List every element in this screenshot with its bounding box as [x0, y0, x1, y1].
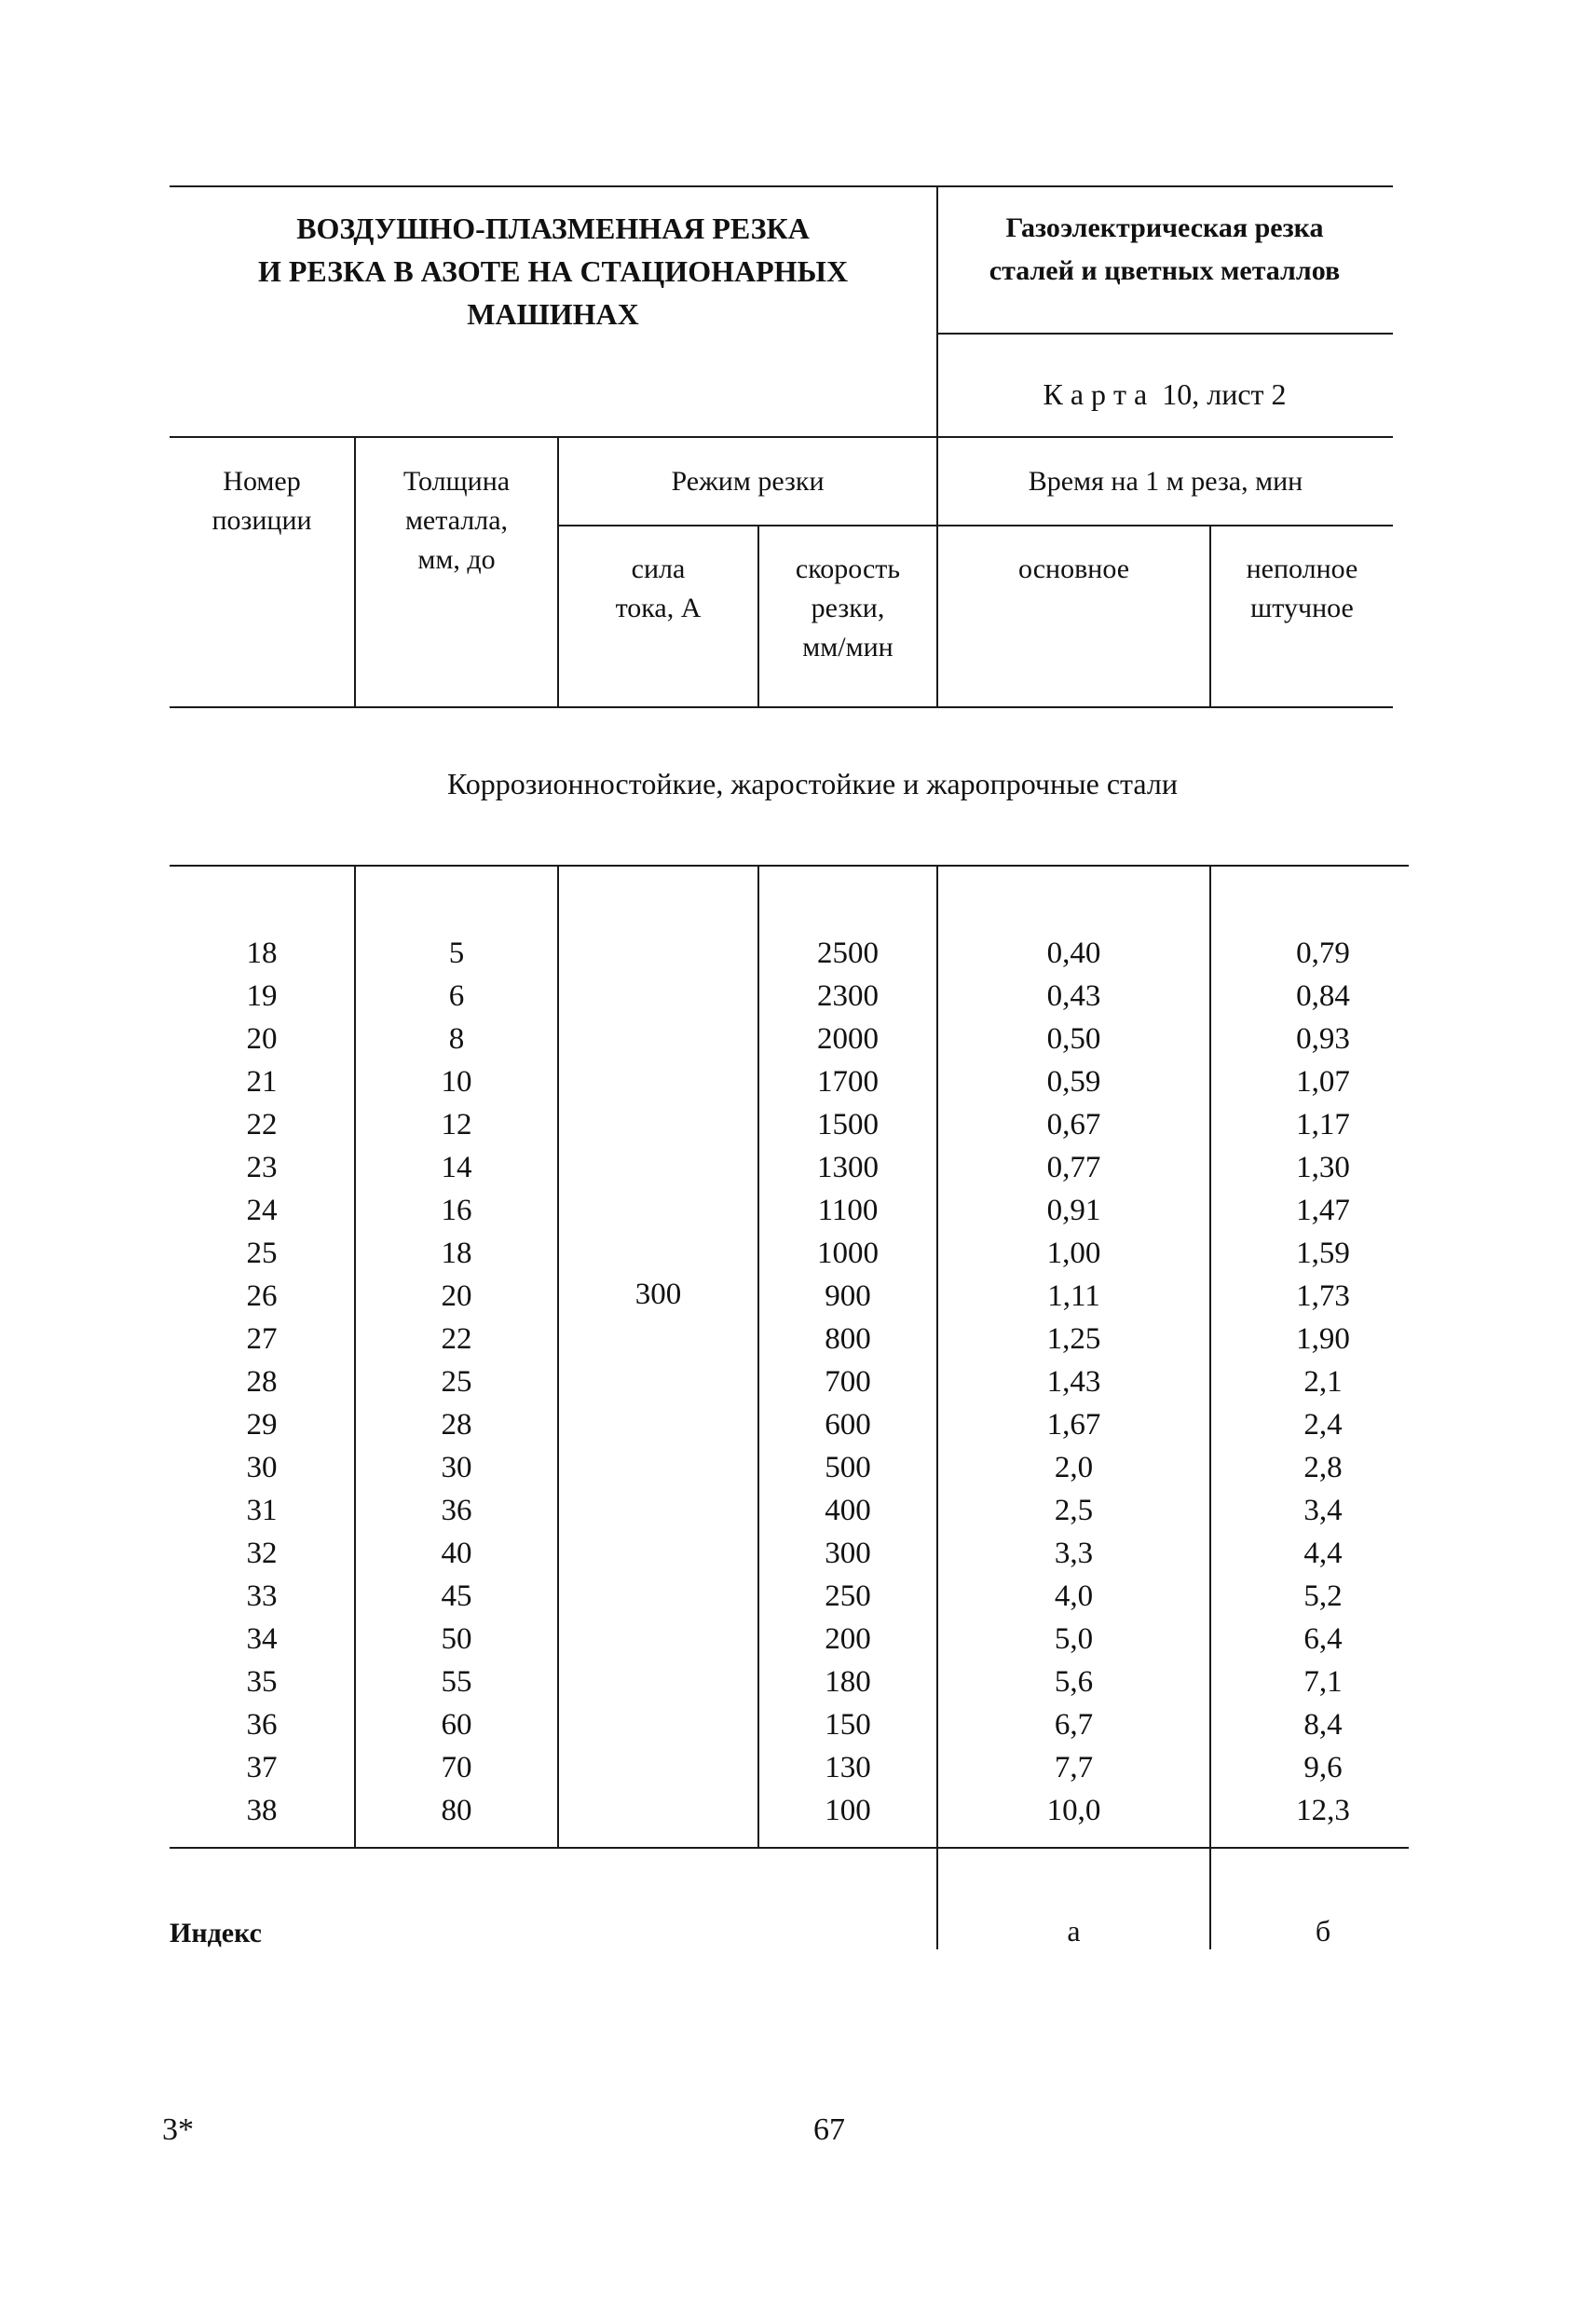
cell-basic: 2,5	[1054, 1494, 1094, 1527]
cell-speed: 900	[825, 1279, 871, 1313]
cell-pos: 24	[246, 1194, 278, 1227]
col-speed-line-1: скорость	[795, 554, 901, 584]
cell-piece: 1,07	[1296, 1065, 1350, 1099]
cell-speed: 100	[825, 1794, 871, 1827]
cell-speed: 700	[825, 1365, 871, 1399]
title-line-3: МАШИНАХ	[467, 297, 639, 331]
cell-speed: 250	[825, 1579, 871, 1613]
cell-pos: 35	[246, 1665, 278, 1699]
cell-piece: 1,73	[1296, 1279, 1350, 1313]
cell-thick: 40	[441, 1537, 472, 1570]
cell-speed: 600	[825, 1408, 871, 1442]
cell-thick: 45	[441, 1579, 472, 1613]
cell-speed: 180	[825, 1665, 871, 1699]
column-speed	[759, 932, 936, 1832]
cell-pos: 29	[246, 1408, 278, 1442]
cell-speed: 1700	[817, 1065, 879, 1099]
cell-thick: 14	[441, 1151, 472, 1184]
col-thickness-line-1: Толщина	[402, 466, 511, 497]
cell-pos: 33	[246, 1579, 278, 1613]
col-piece-line-1: неполное	[1246, 554, 1358, 584]
cell-pos: 32	[246, 1537, 278, 1570]
cell-thick: 12	[441, 1108, 472, 1141]
cell-thick: 36	[441, 1494, 472, 1527]
cell-thick: 16	[441, 1194, 472, 1227]
cell-basic: 1,43	[1046, 1365, 1101, 1399]
cell-pos: 27	[246, 1322, 278, 1356]
cell-basic: 6,7	[1054, 1708, 1094, 1742]
cell-speed: 1000	[817, 1237, 879, 1270]
rule-data-col-2	[557, 865, 559, 1847]
cell-thick: 60	[441, 1708, 472, 1742]
cell-basic: 0,43	[1046, 979, 1101, 1013]
cell-piece: 12,3	[1296, 1794, 1350, 1827]
cell-speed: 2500	[817, 936, 879, 970]
cell-thick: 20	[441, 1279, 472, 1313]
column-piece-time	[1211, 932, 1435, 1832]
cell-basic: 0,67	[1046, 1108, 1101, 1141]
cell-pos: 23	[246, 1151, 278, 1184]
cell-thick: 80	[441, 1794, 472, 1827]
cell-piece: 1,47	[1296, 1194, 1350, 1227]
cell-thick: 28	[441, 1408, 472, 1442]
cell-speed: 130	[825, 1751, 871, 1784]
cell-piece: 7,1	[1303, 1665, 1343, 1699]
col-position-line-2: позиции	[211, 505, 312, 536]
col-current-line-1: сила	[631, 554, 686, 584]
rule-subheader	[557, 525, 1393, 526]
cell-piece: 5,2	[1303, 1579, 1343, 1613]
right-title-line-1: Газоэлектрическая резка	[1005, 212, 1324, 243]
cell-basic: 5,6	[1054, 1665, 1094, 1699]
cell-basic: 1,67	[1046, 1408, 1101, 1442]
cell-basic: 3,3	[1054, 1537, 1094, 1570]
cell-piece: 9,6	[1303, 1751, 1343, 1784]
col-basic-header: основное	[1017, 554, 1130, 584]
cell-pos: 30	[246, 1451, 278, 1484]
cell-speed: 400	[825, 1494, 871, 1527]
cell-basic: 0,50	[1046, 1022, 1101, 1056]
card-label: К а р т а 10, лист 2	[1043, 377, 1287, 411]
cell-pos: 18	[246, 936, 278, 970]
right-title-line-2: сталей и цветных металлов	[989, 255, 1341, 286]
cell-pos: 21	[246, 1065, 278, 1099]
cell-pos: 34	[246, 1622, 278, 1656]
cell-thick: 30	[441, 1451, 472, 1484]
cell-piece: 2,1	[1303, 1365, 1343, 1399]
col-thickness-header	[356, 462, 557, 580]
cell-thick: 55	[441, 1665, 472, 1699]
cell-thick: 5	[448, 936, 465, 970]
col-position-line-1: Номер	[223, 466, 301, 497]
cell-pos: 37	[246, 1751, 278, 1784]
cell-basic: 0,59	[1046, 1065, 1101, 1099]
signature-mark: 3*	[162, 2112, 194, 2147]
col-thickness-line-3: мм, до	[417, 544, 496, 575]
title-line-2: И РЕЗКА В АЗОТЕ НА СТАЦИОНАРНЫХ	[257, 254, 849, 288]
current-value: 300	[634, 1278, 682, 1311]
rule-header-end	[170, 706, 1393, 708]
cell-basic: 0,77	[1046, 1151, 1101, 1184]
cell-speed: 1500	[817, 1108, 879, 1141]
cell-speed: 2000	[817, 1022, 879, 1056]
col-speed-line-3: мм/мин	[802, 632, 893, 663]
cell-speed: 150	[825, 1708, 871, 1742]
col-thickness-line-2: металла,	[404, 505, 509, 536]
cell-speed: 300	[825, 1537, 871, 1570]
cell-piece: 0,79	[1296, 936, 1350, 970]
cell-piece: 6,4	[1303, 1622, 1343, 1656]
col-piece-header	[1211, 550, 1393, 628]
cell-pos: 28	[246, 1365, 278, 1399]
cell-pos: 31	[246, 1494, 278, 1527]
cell-basic: 7,7	[1054, 1751, 1094, 1784]
cell-piece: 0,84	[1296, 979, 1350, 1013]
right-title	[936, 207, 1393, 293]
cell-piece: 2,4	[1303, 1408, 1343, 1442]
cell-basic: 0,40	[1046, 936, 1101, 970]
cell-speed: 1300	[817, 1151, 879, 1184]
page-number: 67	[813, 2112, 845, 2147]
index-label: Индекс	[170, 1918, 262, 1948]
col-mode-header: Режим резки	[671, 466, 825, 497]
cell-thick: 50	[441, 1622, 472, 1656]
col-speed-line-2: резки,	[811, 593, 885, 623]
cell-piece: 4,4	[1303, 1537, 1343, 1570]
cell-thick: 8	[448, 1022, 465, 1056]
cell-speed: 500	[825, 1451, 871, 1484]
cell-basic: 4,0	[1054, 1579, 1094, 1613]
cell-pos: 20	[246, 1022, 278, 1056]
cell-piece: 3,4	[1303, 1494, 1343, 1527]
cell-piece: 1,59	[1296, 1237, 1350, 1270]
cell-basic: 5,0	[1054, 1622, 1094, 1656]
col-piece-line-2: штучное	[1250, 593, 1354, 623]
rule-card	[936, 333, 1393, 335]
cell-basic: 0,91	[1046, 1194, 1101, 1227]
section-title: Коррозионностойкие, жаростойкие и жаропрочные стали	[446, 767, 1178, 800]
rule-top	[170, 185, 1393, 187]
cell-speed: 800	[825, 1322, 871, 1356]
column-thickness	[356, 932, 557, 1832]
index-piece: б	[1315, 1914, 1331, 1948]
index-basic: а	[1067, 1914, 1081, 1948]
cell-piece: 1,90	[1296, 1322, 1350, 1356]
cell-basic: 10,0	[1046, 1794, 1101, 1827]
column-basic-time	[938, 932, 1209, 1832]
cell-basic: 1,11	[1047, 1279, 1100, 1313]
cell-thick: 22	[441, 1322, 472, 1356]
cell-pos: 22	[246, 1108, 278, 1141]
cell-pos: 26	[246, 1279, 278, 1313]
cell-piece: 0,93	[1296, 1022, 1350, 1056]
col-position-header	[170, 462, 354, 540]
cell-pos: 25	[246, 1237, 278, 1270]
cell-piece: 1,17	[1296, 1108, 1350, 1141]
rule-header-bottom	[170, 436, 1393, 438]
cell-basic: 2,0	[1054, 1451, 1094, 1484]
cell-thick: 18	[441, 1237, 472, 1270]
cell-basic: 1,25	[1046, 1322, 1101, 1356]
cell-speed: 1100	[817, 1194, 879, 1227]
column-position	[170, 932, 354, 1832]
cell-piece: 2,8	[1303, 1451, 1343, 1484]
col-current-line-2: тока, А	[615, 593, 702, 623]
rule-data-bottom	[170, 1847, 1409, 1849]
cell-pos: 19	[246, 979, 278, 1013]
cell-piece: 8,4	[1303, 1708, 1343, 1742]
cell-basic: 1,00	[1046, 1237, 1101, 1270]
cell-piece: 1,30	[1296, 1151, 1350, 1184]
cell-pos: 36	[246, 1708, 278, 1742]
col-speed-header	[759, 550, 936, 667]
title-line-1: ВОЗДУШНО-ПЛАЗМЕННАЯ РЕЗКА	[296, 212, 810, 245]
cell-thick: 25	[441, 1365, 472, 1399]
cell-thick: 70	[441, 1751, 472, 1784]
cell-thick: 6	[448, 979, 465, 1013]
col-current-header	[559, 550, 757, 628]
page-title	[170, 207, 936, 335]
cell-thick: 10	[441, 1065, 472, 1099]
cell-pos: 38	[246, 1794, 278, 1827]
cell-speed: 2300	[817, 979, 879, 1013]
col-time-header: Время на 1 м реза, мин	[1028, 466, 1303, 497]
cell-speed: 200	[825, 1622, 871, 1656]
